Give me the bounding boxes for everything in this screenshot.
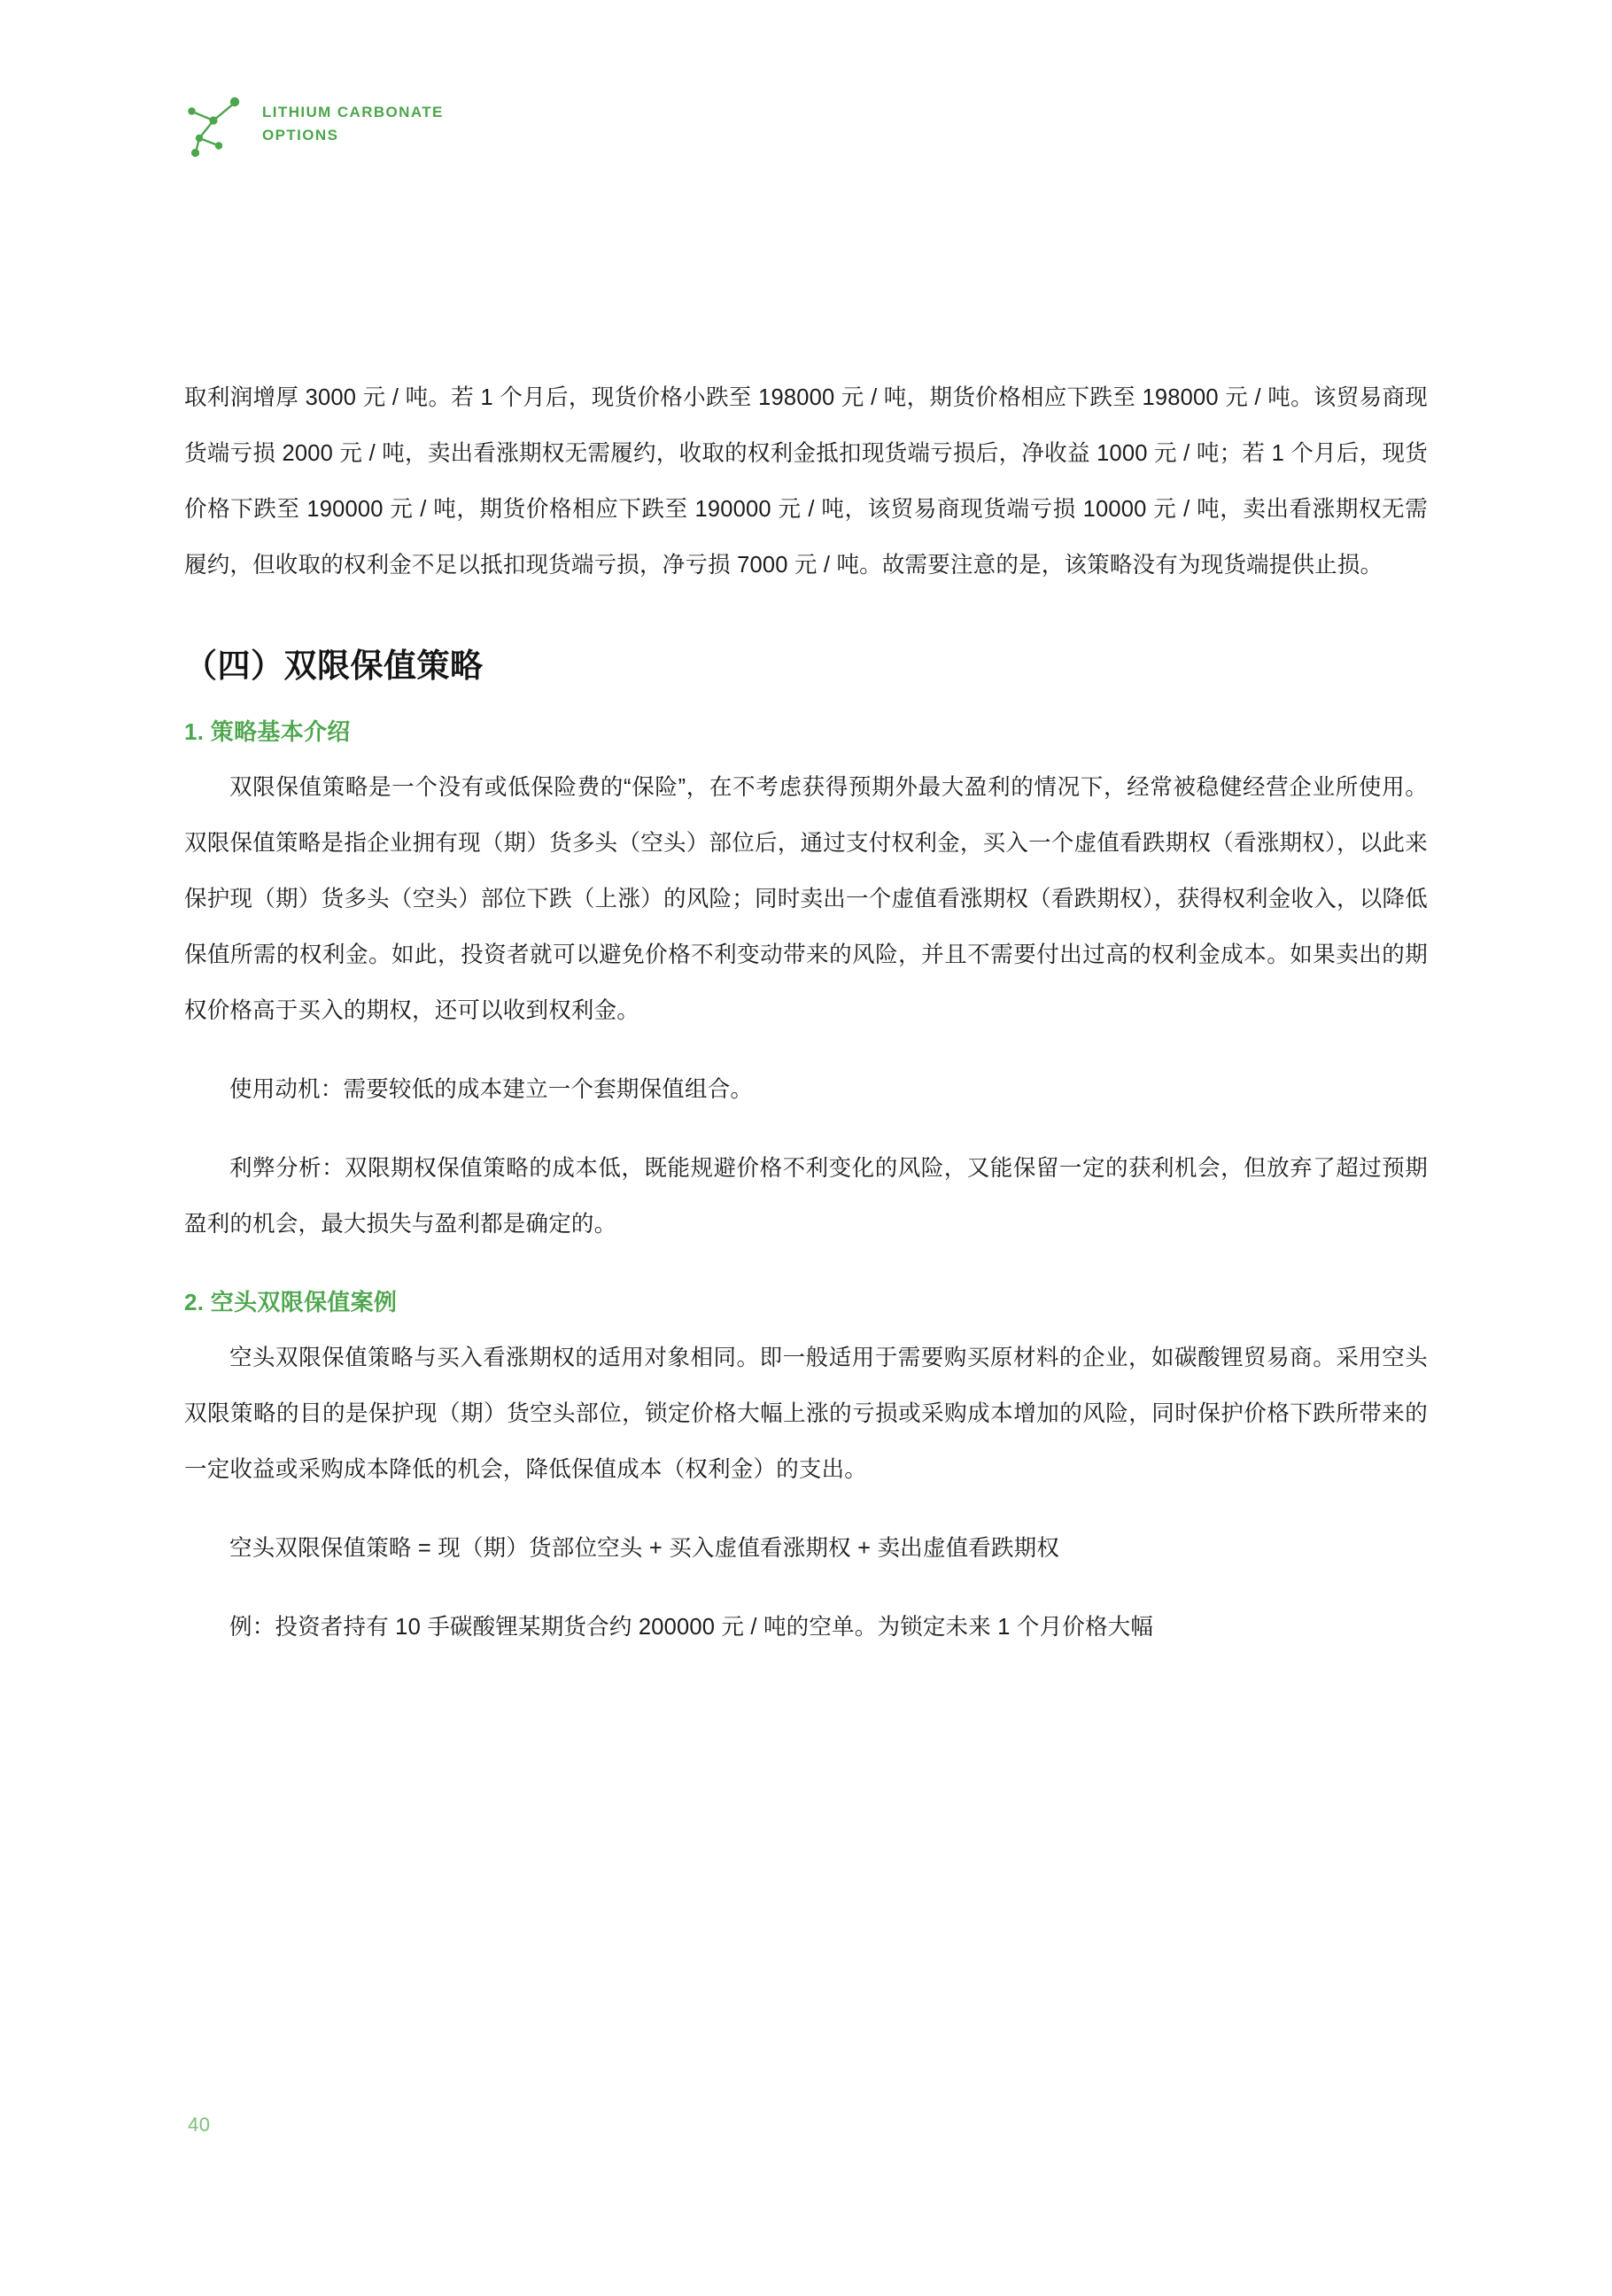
page-number: 40	[188, 2114, 211, 2136]
sub1-paragraph-3: 利弊分析：双限期权保值策略的成本低，既能规避价格不利变化的风险，又能保留一定的获利机会，但放弃了超过预期盈利的机会，最大损失与盈利都是确定的。	[184, 1155, 1428, 1237]
logo-line-2: OPTIONS	[262, 126, 339, 144]
logo-wordmark	[262, 105, 444, 143]
section-heading: （四）双限保值策略	[184, 648, 484, 684]
logo-line-1: LITHIUM CARBONATE	[262, 103, 444, 120]
subsection-heading-1: 1. 策略基本介绍	[184, 718, 351, 746]
subsection-heading-2: 2. 空头双限保值案例	[184, 1288, 398, 1315]
page-header	[184, 87, 444, 159]
paragraph-continued: 取利润增厚 3000 元 / 吨。若 1 个月后，现货价格小跌至 198000 元 / 吨，期货价格相应下跌至 198000 元 / 吨。该贸易商现货端亏损 2000 元 / 吨，卖出看涨期权无需履约，收取的权利金抵扣现货端亏损后，净收益 1000 元 / 吨；若 1 个月后，现货价格下跌至 190000 元 / 吨，期货价格相应下跌至 190000 元 / 吨，该贸易商现货端亏损 10000 元 / 吨，卖出看涨期权无需履约，但收取的权利金不足以抵扣现货端亏损，净亏损 7000 元 / 吨。故需要注意的是，该策略没有为现货端提供止损。	[184, 385, 1428, 578]
sub2-paragraph-1: 空头双限保值策略与买入看涨期权的适用对象相同。即一般适用于需要购买原材料的企业，如碳酸锂贸易商。采用空头双限策略的目的是保护现（期）货空头部位，锁定价格大幅上涨的亏损或采购成本增加的风险，同时保护价格下跌所带来的一定收益或采购成本降低的机会，降低保值成本（权利金）的支出。	[184, 1345, 1428, 1482]
sub2-example: 例：投资者持有 10 手碳酸锂某期货合约 200000 元 / 吨的空单。为锁定未来 1 个月价格大幅	[229, 1614, 1154, 1640]
sub2-formula: 空头双限保值策略 = 现（期）货部位空头 + 买入虚值看涨期权 + 卖出虚值看跌期权	[229, 1535, 1060, 1561]
molecule-icon	[184, 87, 243, 159]
page-content	[184, 370, 1428, 1656]
sub1-paragraph-1: 双限保值策略是一个没有或低保险费的“保险”，在不考虑获得预期外最大盈利的情况下，经常被稳健经营企业所使用。双限保值策略是指企业拥有现（期）货多头（空头）部位后，通过支付权利金，买入一个虚值看跌期权（看涨期权），以此来保护现（期）货多头（空头）部位下跌（上涨）的风险；同时卖出一个虚值看涨期权（看跌期权），获得权利金收入，以降低保值所需的权利金。如此，投资者就可以避免价格不利变动带来的风险，并且不需要付出过高的权利金成本。如果卖出的期权价格高于买入的期权，还可以收到权利金。	[184, 774, 1428, 1023]
sub1-paragraph-2: 使用动机：需要较低的成本建立一个套期保值组合。	[229, 1076, 754, 1102]
